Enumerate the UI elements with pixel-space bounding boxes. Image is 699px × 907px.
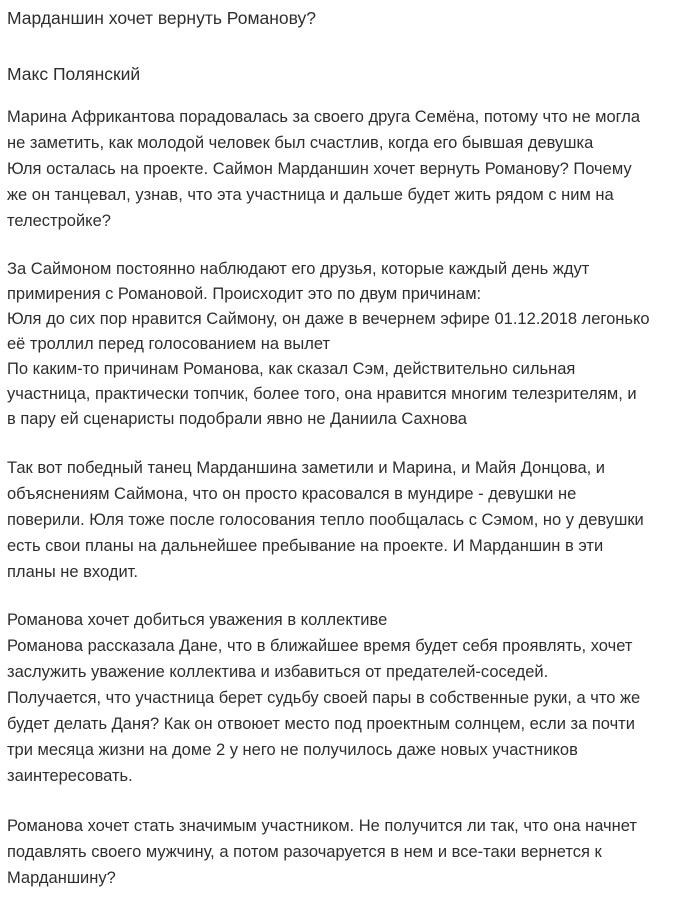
text-line: Юля до сих пор нравится Саймону, он даже в вечернем эфире 01.12.2018 легонько: [7, 310, 650, 328]
paragraph-closing: [7, 813, 695, 891]
paragraph-reasons: [7, 257, 695, 432]
text-line: объяснениям Саймона, что он просто красовался в мундире - девушки не: [7, 485, 577, 503]
article-author: Макс Полянский: [7, 64, 141, 84]
section-heading: Романова хочет добиться уважения в коллективе: [7, 611, 388, 629]
text-line: подавлять своего мужчину, а потом разочаруется в нем и все-таки вернется к: [7, 843, 602, 861]
article-title: Марданшин хочет вернуть Романову?: [7, 8, 317, 28]
text-line: телестройке?: [7, 212, 111, 230]
text-line: заинтересовать.: [7, 767, 133, 785]
text-line: три месяца жизни на доме 2 у него не получилось даже новых участников: [7, 741, 578, 759]
paragraph-dance: [7, 455, 695, 585]
text-line: Марданшину?: [7, 869, 116, 887]
text-line: не заметить, как молодой человек был счастлив, когда его бывшая девушка: [7, 134, 594, 152]
text-line: По каким-то причинам Романова, как сказал Сэм, действительно сильная: [7, 360, 576, 378]
text-line: За Саймоном постоянно наблюдают его друзья, которые каждый день ждут: [7, 260, 590, 278]
text-line: примирения с Романовой. Происходит это по двум причинам:: [7, 285, 482, 303]
text-line: Романова рассказала Дане, что в ближайшее время будет себя проявлять, хочет: [7, 637, 633, 655]
text-line: же он танцевал, узнав, что эта участница и дальше будет жить рядом с ним на: [7, 186, 614, 204]
text-line: планы не входит.: [7, 563, 138, 581]
text-line: участница, практически топчик, более того, она нравится многим телезрителям, и: [7, 385, 637, 403]
paragraph-lead: [7, 104, 695, 234]
text-line: Марина Африкантова порадовалась за своего друга Семёна, потому что не могла: [7, 108, 641, 126]
paragraph-respect: [7, 633, 695, 789]
text-line: её троллил перед голосованием на вылет: [7, 335, 331, 353]
text-line: будет делать Даня? Как он отвоюет место под проектным солнцем, если за почти: [7, 715, 635, 733]
text-line: в пару ей сценаристы подобрали явно не Даниила Сахнова: [7, 410, 467, 428]
text-line: Получается, что участница берет судьбу своей пары в собственные руки, а что же: [7, 689, 641, 707]
text-line: поверили. Юля тоже после голосования тепло пообщалась с Сэмом, но у девушки: [7, 511, 644, 529]
text-line: Юля осталась на проекте. Саймон Марданшин хочет вернуть Романову? Почему: [7, 160, 632, 178]
text-line: Так вот победный танец Марданшина заметили и Марина, и Майя Донцова, и: [7, 459, 606, 477]
text-line: заслужить уважение коллектива и избавиться от предателей-соседей.: [7, 663, 549, 681]
text-line: есть свои планы на дальнейшее пребывание на проекте. И Марданшин в эти: [7, 537, 604, 555]
text-line: Романова хочет стать значимым участником. Не получится ли так, что она начнет: [7, 817, 637, 835]
